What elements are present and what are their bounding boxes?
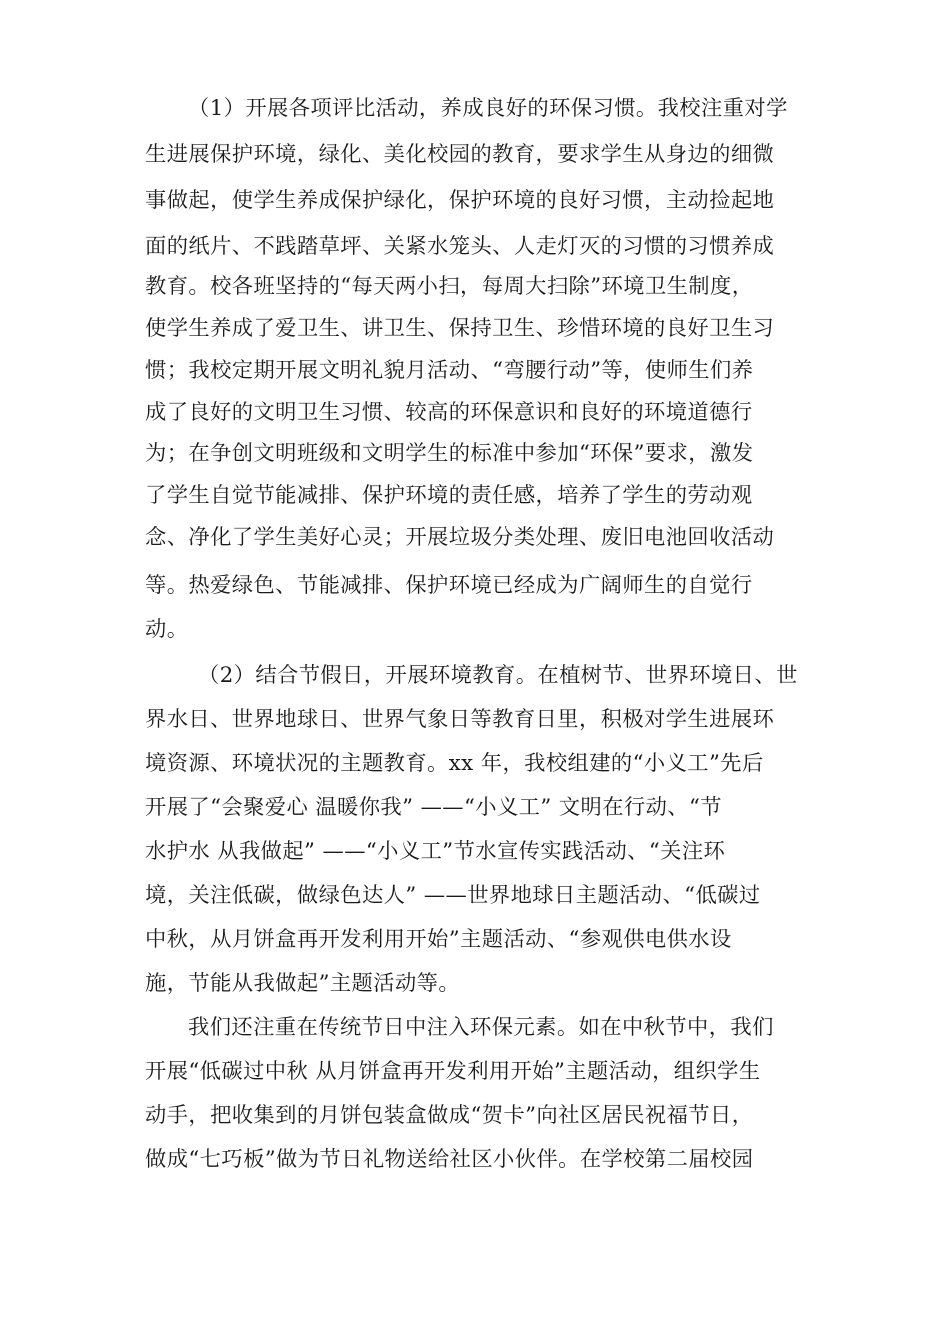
paragraph-3-line: 做成“七巧板”做为节日礼物送给社区小伙伴。在学校第二届校园 [145, 1147, 754, 1172]
paragraph-1-line: 惯；我校定期开展文明礼貌月活动、“弯腰行动”等，使师生们养 [145, 358, 754, 383]
paragraph-1-line: 面的纸片、不践踏草坪、关紧水笼头、人走灯灭的习惯的习惯养成 [145, 234, 775, 259]
paragraph-1-line: 事做起，使学生养成保护绿化，保护环境的良好习惯，主动捡起地 [145, 188, 775, 213]
paragraph-1-line: 了学生自觉节能减排、保护环境的责任感，培养了学生的劳动观 [145, 483, 753, 508]
paragraph-1-line: 使学生养成了爱卫生、讲卫生、保持卫生、珍惜环境的良好卫生习 [145, 316, 775, 341]
paragraph-2-line: 施，节能从我做起”主题活动等。 [145, 971, 461, 996]
paragraph-1-line: 等。热爱绿色、节能减排、保护环境已经成为广阔师生的自觉行 [145, 573, 753, 598]
paragraph-1-line: 教育。校各班坚持的“每天两小扫，每周大扫除”环境卫生制度， [145, 274, 754, 299]
paragraph-2-line: （2）结合节假日，开展环境教育。在植树节、世界环境日、世 [198, 663, 798, 688]
paragraph-2-line: 水护水 从我做起” ——“小义工”节水宣传实践活动、“关注环 [145, 839, 726, 864]
paragraph-2-line: 境，关注低碳，做绿色达人” ——世界地球日主题活动、“低碳过 [145, 883, 761, 908]
paragraph-2-line: 境资源、环境状况的主题教育。xx 年，我校组建的“小义工”先后 [145, 751, 764, 776]
paragraph-1-line: 生进展保护环境，绿化、美化校园的教育，要求学生从身边的细微 [145, 142, 775, 167]
paragraph-1-line: （1）开展各项评比活动，养成良好的环保习惯。我校注重对学 [188, 96, 788, 121]
paragraph-3-line: 开展“低碳过中秋 从月饼盒再开发利用开始”主题活动，组织学生 [145, 1059, 761, 1084]
paragraph-2-line: 界水日、世界地球日、世界气象日等教育日里，积极对学生进展环 [145, 707, 775, 732]
paragraph-1-line: 为；在争创文明班级和文明学生的标准中参加“环保”要求，激发 [145, 441, 754, 466]
paragraph-2-line: 中秋，从月饼盒再开发利用开始”主题活动、“参观供电供水设 [145, 927, 732, 952]
paragraph-3-line: 动手，把收集到的月饼包装盒做成“贺卡”向社区居民祝福节日， [145, 1103, 754, 1128]
paragraph-1-line: 念、净化了学生美好心灵；开展垃圾分类处理、废旧电池回收活动 [145, 525, 775, 550]
paragraph-1-line: 动。 [145, 617, 189, 642]
paragraph-1-line: 成了良好的文明卫生习惯、较高的环保意识和良好的环境道德行 [145, 400, 753, 425]
paragraph-3-line: 我们还注重在传统节日中注入环保元素。如在中秋节中，我们 [188, 1015, 774, 1040]
paragraph-2-line: 开展了“会聚爱心 温暖你我” ——“小义工” 文明在行动、“节 [145, 795, 722, 820]
